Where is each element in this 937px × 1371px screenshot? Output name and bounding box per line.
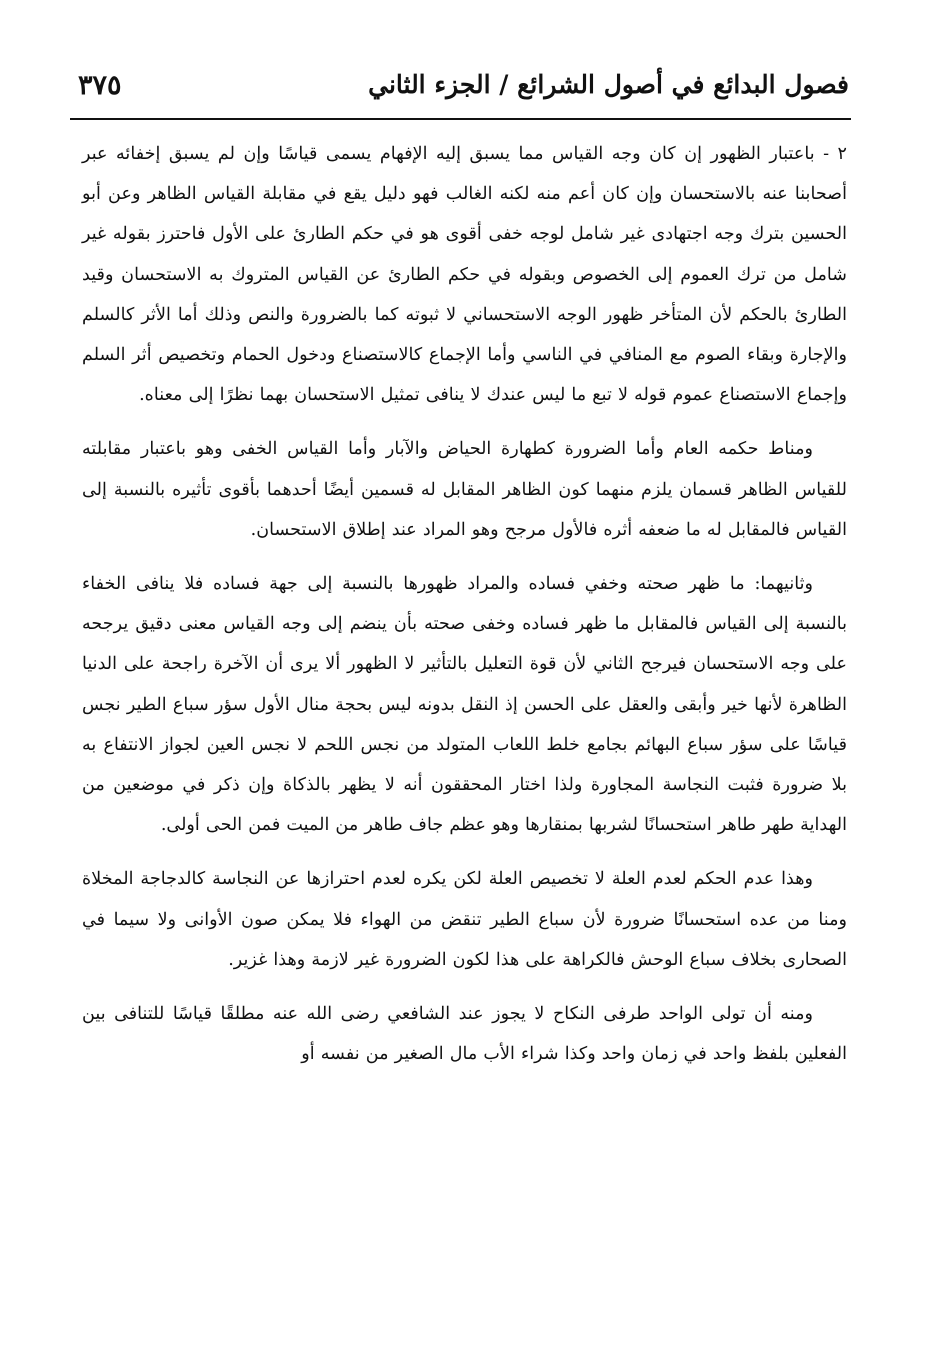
paragraph-3: وثانيهما: ما ظهر صحته وخفي فساده والمراد ظهورها بالنسبة إلى جهة فساده فلا ينافى الخفاء بالنسبة إلى القياس فالمقابل ما ظهر فساده وخفى صحته بأن ينضم إلى وجه القياس معنى دقيق يرجحه على وجه الاستحسان فيرجح الثاني لأن قوة التعليل بالتأثير لا الظهور ألا يرى أن الآخرة راجحة على الدنيا الظاهرة لأنها خير وأبقى والعقل على الحسن إذ النقل بدونه ليس بحجة منال الأول سؤر سباع الطير نجس قياسًا على سؤر سباع البهائم بجامع خلط اللعاب المتولد من نجس اللحم لا نجس العين لجواز الانتفاع به بلا ضرورة فثبت النجاسة المجاورة ولذا اختار المحققون أنه لا يظهر بالذكاة وإن ذكر في موضعين من الهداية طهر طاهر استحسانًا لشربها بمنقارها وهو عظم جاف طاهر من الميت فمن الحى أولى. (82, 574, 847, 836)
page-header (78, 62, 849, 112)
page-body (82, 134, 847, 1074)
paragraph-4: وهذا عدم الحكم لعدم العلة لا تخصيص العلة لكن يكره لعدم احترازها عن النجاسة كالدجاجة المخلاة ومنا من عده استحسانًا ضرورة لأن سباع الطير تنقض من الهواء فلا يمكن صون الأوانى ولا سيما في الصحارى بخلاف سباع الوحش فالكراهة على هذا لكون الضرورة غير لازمة وهذا غزير. (82, 869, 847, 970)
paragraph-2: ومناط حكمه العام وأما الضرورة كطهارة الحياض والآبار وأما القياس الخفى وهو باعتبار مقابلته للقياس الظاهر قسمان يلزم منهما كون الظاهر المقابل له قسمين أيضًا أحدهما بأقوى تأثيره بالنسبة إلى القياس فالمقابل له ما ضعفه أثره فالأول مرجح وهو المراد عند إطلاق الاستحسان. (82, 439, 847, 540)
header-divider (70, 118, 851, 120)
running-title: فصول البدائع في أصول الشرائع / الجزء الثاني (368, 70, 849, 99)
paragraph-1: ٢ - باعتبار الظهور إن كان وجه القياس مما يسبق إليه الإفهام يسمى قياسًا وإن لم يسبق إخفائه عبر أصحابنا عنه بالاستحسان وإن كان أعم منه لكنه الغالب فهو دليل يقع في مقابلة القياس الظاهر وعن أبو الحسين بترك وجه اجتهادى غير شامل لوجه خفى أقوى هو في حكم الطارئ على الأول فاحترز بقوله غير شامل من ترك العموم إلى الخصوص وبقوله في حكم الطارئ عن القياس المتروك به الاستحسان وقيد الطارئ بالحكم لأن المتأخر ظهور الوجه الاستحساني لا ثبوته كما بالضرورة والنص وذلك أما الأثر كالسلم والإجارة وبقاء الصوم مع المنافي في الناسي وأما الإجماع كالاستصناع ودخول الحمام وتخصيص أثر السلم وإجماع الاستصناع عموم قوله لا تبع ما ليس عندك لا ينافى تمثيل الاستحسان بهما نظرًا إلى معناه. (82, 144, 847, 406)
page-number: ٣٧٥ (78, 70, 122, 101)
paragraph-5: ومنه أن تولى الواحد طرفى النكاح لا يجوز عند الشافعي رضى الله عنه مطلقًا قياسًا للتنافى بين الفعلين بلفظ واحد في زمان واحد وكذا شراء الأب مال الصغير من نفسه أو (82, 1004, 847, 1065)
